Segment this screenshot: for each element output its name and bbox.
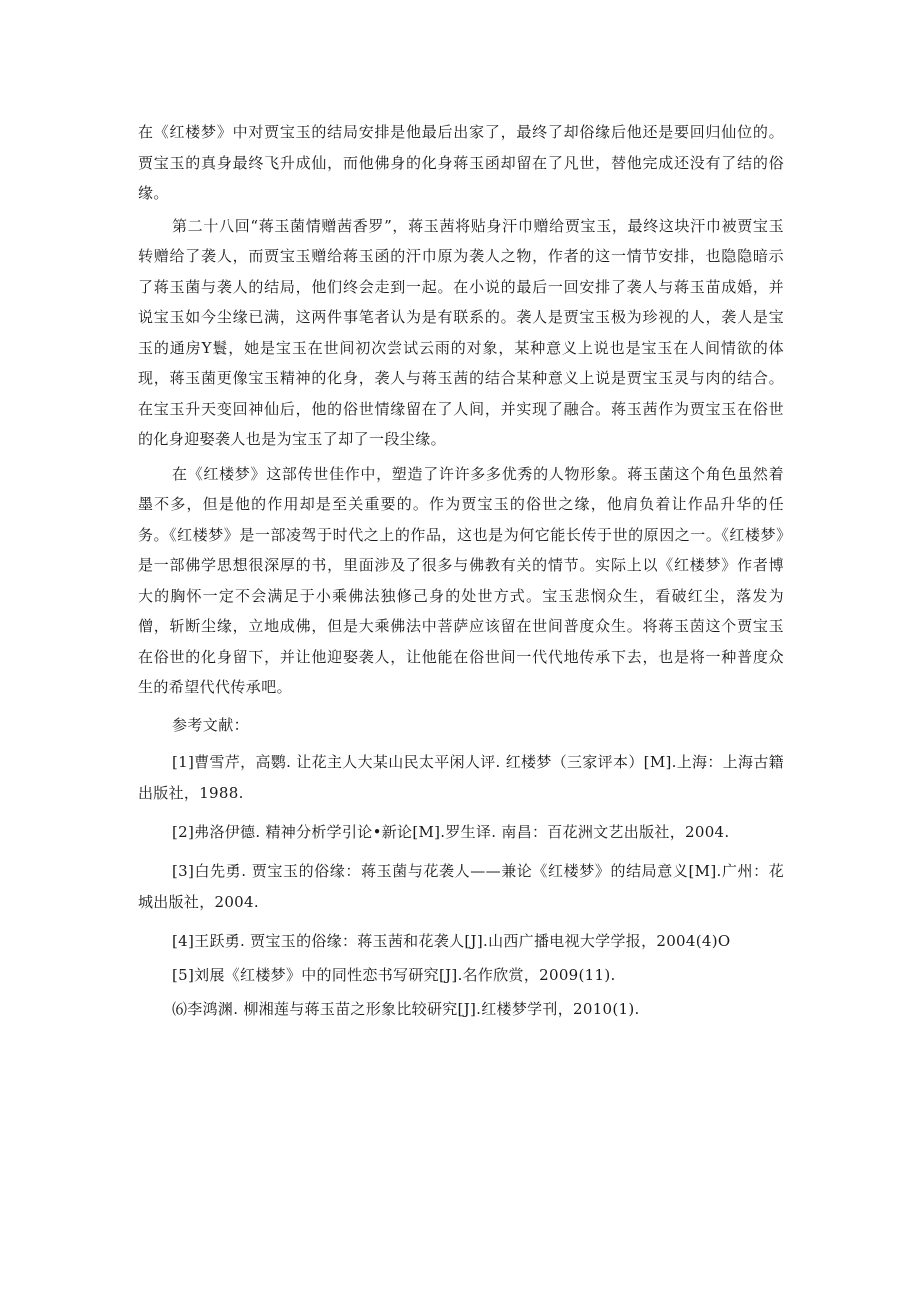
body-paragraph: 第二十八回“蒋玉菌情赠茜香罗”，蒋玉茜将贴身汗巾赠给贾宝玉，最终这块汗巾被贾宝玉转赠给了袭人，而贾宝玉赠给蒋玉函的汗巾原为袭人之物，作者的这一情节安排，也隐隐暗示了蒋玉菌与袭人的结局，他们终会走到一起。在小说的最后一回安排了袭人与蒋玉苗成婚，并说宝玉如今尘缘已满，这两件事笔者认为是有联系的。袭人是贾宝玉极为珍视的人，袭人是宝玉的通房Y鬟，她是宝玉在世间初次尝试云雨的对象，某种意义上说也是宝玉在人间情欲的体现，蒋玉菌更像宝玉精神的化身，袭人与蒋玉茜的结合某种意义上说是贾宝玉灵与肉的结合。在宝玉升天变回神仙后，他的俗世情缘留在了人间，并实现了融合。蒋玉茜作为贾宝玉在俗世的化身迎娶袭人也是为宝玉了却了一段尘缘。 [138,216,784,448]
reference-item: [5]刘展《红楼梦》中的同性恋书写研究[J].名作欣赏，2009(11). [172,965,616,984]
reference-item: ⑹李鸿渊. 柳湘莲与蒋玉苗之形象比较研究[J].红楼梦学刊，2010(1). [172,999,640,1018]
body-paragraph: 在《红楼梦》中对贾宝玉的结局安排是他最后出家了，最终了却俗缘后他还是要回归仙位的。贾宝玉的真身最终飞升成仙，而他佛身的化身蒋玉函却留在了凡世，替他完成还没有了结的俗缘。 [138,123,784,202]
references-heading: 参考文献： [172,715,250,734]
reference-list [138,747,784,1025]
reference-item: [1]曹雪芹，高鹦. 让花主人大某山民太平闲人评. 红楼梦（三家评本）[M].上海：上海古籍出版社，1988. [138,752,784,802]
reference-item: [2]弗洛伊德. 精神分析学引论•新论[M].罗生译. 南昌：百花洲文艺出版社，2004. [172,822,730,841]
body-paragraph: 在《红楼梦》这部传世佳作中，塑造了许许多多优秀的人物形象。蒋玉菌这个角色虽然着墨不多，但是他的作用却是至关重要的。作为贾宝玉的俗世之缘，他肩负着让作品升华的任务。《红楼梦》是一部凌驾于时代之上的作品，这也是为何它能长传于世的原因之一。《红楼梦》是一部佛学思想很深厚的书，里面涉及了很多与佛教有关的情节。实际上以《红楼梦》作者博大的胸怀一定不会满足于小乘佛法独修己身的处世方式。宝玉悲悯众生，看破红尘，落发为僧，斩断尘缘，立地成佛，但是大乘佛法中菩萨应该留在世间普度众生。将蒋玉茵这个贾宝玉在俗世的化身留下，并让他迎娶袭人，让他能在俗世间一代代地传承下去，也是将一种普度众生的希望代代传承吧。 [138,464,784,696]
reference-item: [4]王跃勇. 贾宝玉的俗缘：蒋玉茜和花袭人[J].山西广播电视大学学报，2004(4)O [172,931,731,950]
document-body [138,117,784,1028]
reference-item: [3]白先勇. 贾宝玉的俗缘：蒋玉菌与花袭人——兼论《红楼梦》的结局意义[M].广州：花城出版社，2004. [138,861,784,911]
